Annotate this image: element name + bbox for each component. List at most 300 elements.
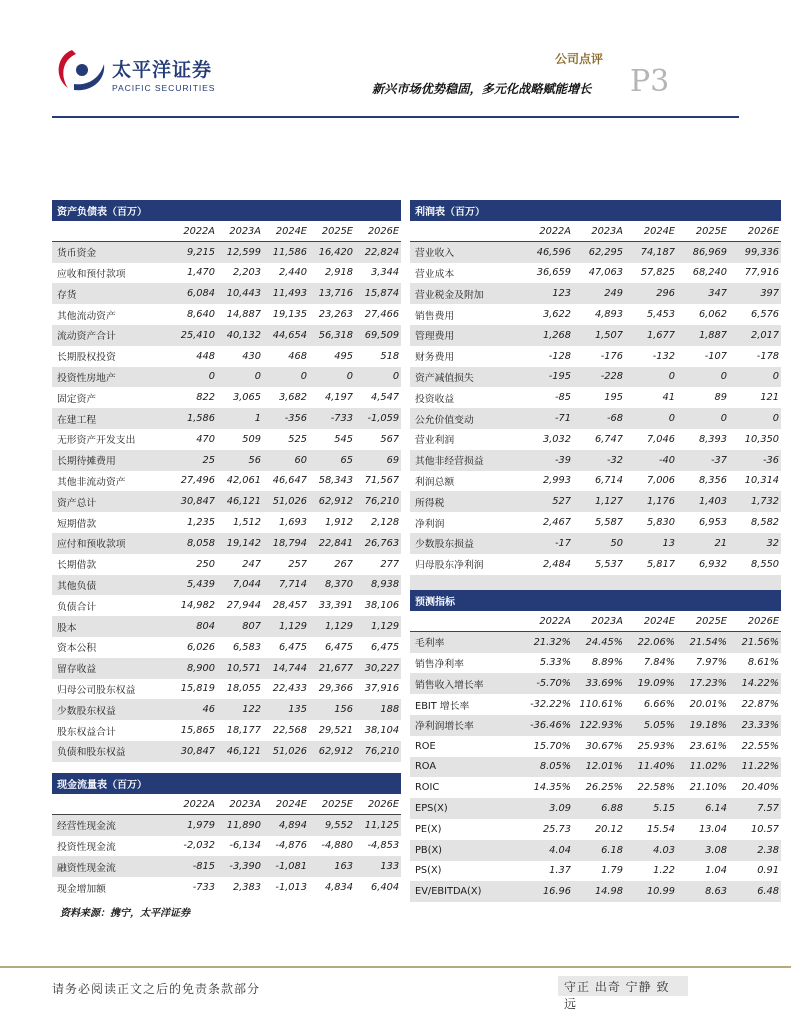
value-cell: 2,993 xyxy=(542,475,571,487)
value-cell: -4,880 xyxy=(321,840,353,852)
value-cell: 195 xyxy=(604,392,623,404)
value-cell: 20.40% xyxy=(741,782,780,794)
value-cell: 5,587 xyxy=(594,517,623,529)
table-row xyxy=(410,777,781,798)
table-row xyxy=(410,819,781,840)
row-label: 股本 xyxy=(52,616,171,637)
value-cell: 1,887 xyxy=(677,325,729,346)
value-cell: 69 xyxy=(355,450,401,471)
table-row xyxy=(52,741,401,762)
value-cell: 11,586 xyxy=(263,242,309,263)
value-cell: -128 xyxy=(548,350,571,362)
header-empty-cell xyxy=(52,221,171,242)
value-cell: 8,393 xyxy=(698,433,727,445)
value-cell: 18,794 xyxy=(263,533,309,554)
value-cell: 2,918 xyxy=(324,267,353,279)
value-cell: 430 xyxy=(242,350,261,362)
brand-block xyxy=(112,60,215,93)
header-empty-cell xyxy=(410,611,521,632)
value-cell: -356 xyxy=(263,408,309,429)
value-cell: 0 xyxy=(677,408,729,429)
row-label: 长期待摊费用 xyxy=(52,450,171,471)
cash-flow-table xyxy=(52,773,401,898)
value-cell: 448 xyxy=(196,350,215,362)
value-cell: 30.67% xyxy=(585,740,623,752)
value-cell: 22,841 xyxy=(309,533,355,554)
table-row xyxy=(52,450,401,471)
year-header: 2024E xyxy=(625,611,677,632)
table-row xyxy=(410,325,781,346)
value-cell: 8,900 xyxy=(171,658,217,679)
value-cell: 23,263 xyxy=(318,309,353,321)
value-cell: 4,894 xyxy=(263,815,309,836)
value-cell: 8.89% xyxy=(591,657,623,669)
value-cell: 10,571 xyxy=(217,658,263,679)
table-row xyxy=(410,450,781,471)
row-label: 营业利润 xyxy=(415,435,455,447)
value-cell: 22.55% xyxy=(741,740,780,752)
value-cell: 46 xyxy=(171,699,217,720)
value-cell: -815 xyxy=(171,856,217,877)
value-cell: 4,834 xyxy=(324,882,353,894)
data-source-note: 资料来源：携宁，太平洋证券 xyxy=(60,908,190,919)
table-row xyxy=(410,736,781,757)
row-label: 利润总额 xyxy=(415,476,455,488)
value-cell: 1,732 xyxy=(729,491,781,512)
value-cell: 46,647 xyxy=(272,475,307,487)
value-cell: -107 xyxy=(704,350,727,362)
value-cell: 37,916 xyxy=(364,683,400,695)
value-cell: 41 xyxy=(662,392,675,404)
forecast-indicators-table xyxy=(410,590,781,902)
value-cell: 18,177 xyxy=(226,725,261,737)
value-cell: -40 xyxy=(625,450,677,471)
year-header: 2026E xyxy=(729,611,781,632)
value-cell: 0 xyxy=(355,367,401,388)
row-label: ROE xyxy=(415,740,436,752)
value-cell: 123 xyxy=(521,283,573,304)
value-cell: 47,063 xyxy=(588,267,623,279)
value-cell: 804 xyxy=(171,616,217,637)
value-cell: 1,129 xyxy=(355,616,401,637)
table-row xyxy=(52,387,401,408)
value-cell: 50 xyxy=(573,533,625,554)
company-motto: 守正 出奇 宁静 致远 xyxy=(558,976,688,996)
year-header: 2023A xyxy=(217,221,263,242)
table-row xyxy=(52,304,401,325)
year-header: 2026E xyxy=(355,221,401,242)
table-row xyxy=(410,491,781,512)
value-cell: 40,132 xyxy=(217,325,263,346)
value-cell: 11.22% xyxy=(729,757,781,778)
table-row xyxy=(52,699,401,720)
value-cell: 7,044 xyxy=(217,575,263,596)
table-row xyxy=(410,263,781,284)
table-row xyxy=(52,616,401,637)
value-cell: 3,032 xyxy=(542,433,571,445)
value-cell: 24.45% xyxy=(573,632,625,653)
value-cell: 4,893 xyxy=(594,309,623,321)
value-cell: -132 xyxy=(652,350,675,362)
table-row xyxy=(410,387,781,408)
income-statement-table xyxy=(410,200,781,595)
value-cell: -32 xyxy=(573,450,625,471)
row-label: 长期借款 xyxy=(57,560,97,572)
value-cell: -17 xyxy=(521,533,573,554)
value-cell: 296 xyxy=(625,283,677,304)
value-cell: 1.22 xyxy=(653,865,675,877)
table-row xyxy=(52,491,401,512)
table-row xyxy=(410,694,781,715)
year-header: 2023A xyxy=(217,794,263,815)
value-cell: 6.18 xyxy=(573,840,625,861)
value-cell: 10.57 xyxy=(750,823,780,835)
value-cell: -3,390 xyxy=(217,856,263,877)
value-cell: 8.63 xyxy=(677,881,729,902)
table-row xyxy=(52,283,401,304)
year-header: 2022A xyxy=(521,221,573,242)
table-header-row xyxy=(410,611,781,632)
value-cell: 8,582 xyxy=(750,517,780,529)
row-label: PE(X) xyxy=(415,823,442,835)
value-cell: 62,295 xyxy=(573,242,625,263)
value-cell: 51,026 xyxy=(263,491,309,512)
value-cell: 11.02% xyxy=(677,757,729,778)
value-cell: 156 xyxy=(309,699,355,720)
value-cell: 19.18% xyxy=(677,715,729,736)
table-row xyxy=(410,554,781,575)
value-cell: 46,596 xyxy=(521,242,573,263)
value-cell: 122 xyxy=(217,699,263,720)
value-cell: -228 xyxy=(573,367,625,388)
value-cell: -39 xyxy=(521,450,573,471)
value-cell: 14.98 xyxy=(573,881,625,902)
value-cell: 58,343 xyxy=(318,475,353,487)
table-row xyxy=(52,575,401,596)
value-cell: 22,433 xyxy=(272,683,307,695)
value-cell: 16.96 xyxy=(521,881,573,902)
table-row xyxy=(410,471,781,492)
table-row xyxy=(52,325,401,346)
value-cell: 13,716 xyxy=(309,283,355,304)
value-cell: 3,065 xyxy=(232,392,261,404)
value-cell: 397 xyxy=(729,283,781,304)
value-cell: 470 xyxy=(196,433,215,445)
value-cell: 5,439 xyxy=(171,575,217,596)
row-label: 资产减值损失 xyxy=(410,367,521,388)
value-cell: 3.08 xyxy=(677,840,729,861)
value-cell: 5,830 xyxy=(646,517,675,529)
value-cell: 57,825 xyxy=(640,267,675,279)
row-label: ROA xyxy=(410,757,521,778)
value-cell: 8,058 xyxy=(171,533,217,554)
value-cell: 17.23% xyxy=(677,673,729,694)
value-cell: 23.61% xyxy=(689,740,727,752)
footer-divider xyxy=(0,966,791,968)
table-header-row xyxy=(410,221,781,242)
year-header: 2026E xyxy=(355,794,401,815)
year-header: 2025E xyxy=(309,221,355,242)
value-cell: -32.22% xyxy=(530,699,571,711)
value-cell: 6.66% xyxy=(643,699,675,711)
value-cell: 807 xyxy=(217,616,263,637)
value-cell: 30,847 xyxy=(171,741,217,762)
row-label: 长期股权投资 xyxy=(57,352,116,364)
brand-name-cn: 太平洋证券 xyxy=(112,59,213,81)
row-label: 资产总计 xyxy=(52,491,171,512)
row-label: 在建工程 xyxy=(52,408,171,429)
value-cell: 25,410 xyxy=(171,325,217,346)
row-label: 投资性房地产 xyxy=(52,367,171,388)
value-cell: 277 xyxy=(380,558,400,570)
value-cell: 133 xyxy=(355,856,401,877)
value-cell: 8,550 xyxy=(750,558,780,570)
row-label: 负债和股东权益 xyxy=(52,741,171,762)
value-cell: 16,420 xyxy=(309,242,355,263)
row-label: 营业成本 xyxy=(415,268,455,280)
value-cell: 46,121 xyxy=(217,741,263,762)
table-row xyxy=(410,346,781,367)
value-cell: 0 xyxy=(729,367,781,388)
value-cell: 135 xyxy=(263,699,309,720)
value-cell: 525 xyxy=(288,433,307,445)
value-cell: 257 xyxy=(288,558,307,570)
value-cell: 28,457 xyxy=(272,600,307,612)
value-cell: 4,197 xyxy=(324,392,353,404)
value-cell: -733 xyxy=(192,882,215,894)
value-cell: 10,350 xyxy=(744,433,780,445)
value-cell: 163 xyxy=(309,856,355,877)
value-cell: 12,599 xyxy=(217,242,263,263)
logo-swoosh-red xyxy=(59,50,76,88)
row-label: 股东权益合计 xyxy=(57,726,116,738)
value-cell: 27,466 xyxy=(364,309,400,321)
row-label: 净利润 xyxy=(415,518,445,530)
table-row xyxy=(52,346,401,367)
value-cell: 2,440 xyxy=(278,267,307,279)
table-title-row xyxy=(52,200,401,221)
value-cell: 9,552 xyxy=(309,815,355,836)
row-label: 归母股东净利润 xyxy=(415,560,484,572)
value-cell: 20.12 xyxy=(594,823,623,835)
table-row xyxy=(52,533,401,554)
value-cell: 1,235 xyxy=(186,517,215,529)
value-cell: -6,134 xyxy=(229,840,261,852)
value-cell: 1,979 xyxy=(171,815,217,836)
table-title-row xyxy=(52,773,401,794)
row-label: PS(X) xyxy=(415,865,442,877)
value-cell: 4.03 xyxy=(625,840,677,861)
table-row xyxy=(52,429,401,450)
value-cell: 65 xyxy=(309,450,355,471)
value-cell: 19,142 xyxy=(217,533,263,554)
value-cell: 249 xyxy=(573,283,625,304)
value-cell: 15,874 xyxy=(355,283,401,304)
row-label: 资本公积 xyxy=(57,643,97,655)
value-cell: 267 xyxy=(334,558,353,570)
report-title: 新兴市场优势稳固，多元化战略赋能增长 xyxy=(372,82,592,96)
table-row xyxy=(52,637,401,658)
row-label: 少数股东损益 xyxy=(410,533,521,554)
table-row xyxy=(52,856,401,877)
value-cell: 14,982 xyxy=(180,600,215,612)
value-cell: 9,215 xyxy=(171,242,217,263)
value-cell: 822 xyxy=(196,392,215,404)
value-cell: 22.06% xyxy=(625,632,677,653)
value-cell: 509 xyxy=(242,433,261,445)
value-cell: 60 xyxy=(263,450,309,471)
value-cell: 0 xyxy=(625,367,677,388)
row-label: 流动资产合计 xyxy=(52,325,171,346)
table-row xyxy=(410,653,781,674)
value-cell: 2,203 xyxy=(232,267,261,279)
value-cell: 7,046 xyxy=(646,433,675,445)
value-cell: 0 xyxy=(625,408,677,429)
value-cell: 4.04 xyxy=(521,840,573,861)
row-label: 货币资金 xyxy=(52,242,171,263)
value-cell: 76,210 xyxy=(355,491,401,512)
table-row xyxy=(410,367,781,388)
value-cell: 5.05% xyxy=(625,715,677,736)
row-label: 销售净利率 xyxy=(415,658,464,670)
row-label: EPS(X) xyxy=(410,798,521,819)
row-label: 净利润增长率 xyxy=(410,715,521,736)
value-cell: 21.56% xyxy=(729,632,781,653)
value-cell: 7,714 xyxy=(263,575,309,596)
table-row xyxy=(52,367,401,388)
brand-name-en: PACIFIC SECURITIES xyxy=(112,83,216,93)
value-cell: 6,084 xyxy=(171,283,217,304)
value-cell: -37 xyxy=(677,450,729,471)
value-cell: 5.15 xyxy=(625,798,677,819)
table-row xyxy=(410,304,781,325)
value-cell: 99,336 xyxy=(729,242,781,263)
year-header: 2023A xyxy=(573,221,625,242)
value-cell: 62,912 xyxy=(309,491,355,512)
value-cell: 51,026 xyxy=(263,741,309,762)
value-cell: 30,847 xyxy=(171,491,217,512)
table-row xyxy=(52,263,401,284)
value-cell: 110.61% xyxy=(579,699,623,711)
value-cell: 42,061 xyxy=(226,475,261,487)
table-row xyxy=(410,429,781,450)
value-cell: 11,125 xyxy=(355,815,401,836)
row-label: PB(X) xyxy=(410,840,521,861)
year-header: 2025E xyxy=(677,221,729,242)
table-title: 资产负债表（百万） xyxy=(52,200,401,221)
value-cell: 15.54 xyxy=(646,823,675,835)
row-label: 短期借款 xyxy=(57,518,97,530)
value-cell: -85 xyxy=(554,392,571,404)
year-header: 2022A xyxy=(171,794,217,815)
value-cell: 62,912 xyxy=(309,741,355,762)
row-label: 应付和预收款项 xyxy=(52,533,171,554)
value-cell: 1,470 xyxy=(186,267,215,279)
value-cell: 1,586 xyxy=(171,408,217,429)
value-cell: 6,714 xyxy=(594,475,623,487)
table-row xyxy=(52,877,401,898)
value-cell: 347 xyxy=(677,283,729,304)
value-cell: 567 xyxy=(380,433,400,445)
value-cell: 25 xyxy=(171,450,217,471)
value-cell: 77,916 xyxy=(744,267,780,279)
company-logo xyxy=(52,44,112,94)
table-title: 利润表（百万） xyxy=(410,200,781,221)
value-cell: 2,383 xyxy=(232,882,261,894)
row-label: 无形资产开发支出 xyxy=(57,435,136,447)
row-label: 融资性现金流 xyxy=(52,856,171,877)
value-cell: 1,677 xyxy=(625,325,677,346)
value-cell: 33.69% xyxy=(573,673,625,694)
value-cell: 7.97% xyxy=(695,657,727,669)
value-cell: 26.25% xyxy=(585,782,623,794)
value-cell: -5.70% xyxy=(521,673,573,694)
value-cell: 29,366 xyxy=(318,683,353,695)
value-cell: 21 xyxy=(677,533,729,554)
value-cell: 25.93% xyxy=(637,740,675,752)
value-cell: 121 xyxy=(760,392,780,404)
value-cell: 22.58% xyxy=(637,782,675,794)
value-cell: -68 xyxy=(573,408,625,429)
row-label: 现金增加额 xyxy=(57,883,106,895)
value-cell: -4,876 xyxy=(275,840,307,852)
value-cell: 6.88 xyxy=(573,798,625,819)
value-cell: 11,493 xyxy=(263,283,309,304)
value-cell: -4,853 xyxy=(367,840,400,852)
value-cell: 6,404 xyxy=(371,882,400,894)
header-divider xyxy=(52,116,739,118)
value-cell: 22,568 xyxy=(272,725,307,737)
logo-dot xyxy=(76,64,88,76)
value-cell: 29,521 xyxy=(318,725,353,737)
value-cell: 6,475 xyxy=(278,641,307,653)
page-number: P3 xyxy=(630,64,670,99)
value-cell: 518 xyxy=(380,350,400,362)
value-cell: 0 xyxy=(677,367,729,388)
value-cell: 21.32% xyxy=(521,632,573,653)
row-label: 营业税金及附加 xyxy=(410,283,521,304)
row-label: EBIT 增长率 xyxy=(415,700,470,712)
value-cell: 0 xyxy=(263,367,309,388)
value-cell: 68,240 xyxy=(692,267,727,279)
value-cell: 19.09% xyxy=(625,673,677,694)
row-label: ROIC xyxy=(415,782,440,794)
value-cell: -1,081 xyxy=(263,856,309,877)
value-cell: 7.84% xyxy=(643,657,675,669)
row-label: 公允价值变动 xyxy=(410,408,521,429)
row-label: 毛利率 xyxy=(410,632,521,653)
table-row xyxy=(52,658,401,679)
value-cell: 15.70% xyxy=(533,740,571,752)
table-row xyxy=(410,757,781,778)
table-title-row xyxy=(410,590,781,611)
value-cell: 2,484 xyxy=(542,558,571,570)
row-label: 归母公司股东权益 xyxy=(57,684,136,696)
value-cell: 6,583 xyxy=(232,641,261,653)
value-cell: 38,104 xyxy=(364,725,400,737)
value-cell: -1,059 xyxy=(355,408,401,429)
value-cell: -71 xyxy=(521,408,573,429)
table-row xyxy=(410,673,781,694)
value-cell: 15,865 xyxy=(180,725,215,737)
table-row xyxy=(410,512,781,533)
value-cell: 1,129 xyxy=(263,616,309,637)
value-cell: 3,622 xyxy=(542,309,571,321)
value-cell: 1,512 xyxy=(232,517,261,529)
row-label: 所得税 xyxy=(410,491,521,512)
value-cell: 22.87% xyxy=(741,699,780,711)
table-row xyxy=(52,815,401,836)
